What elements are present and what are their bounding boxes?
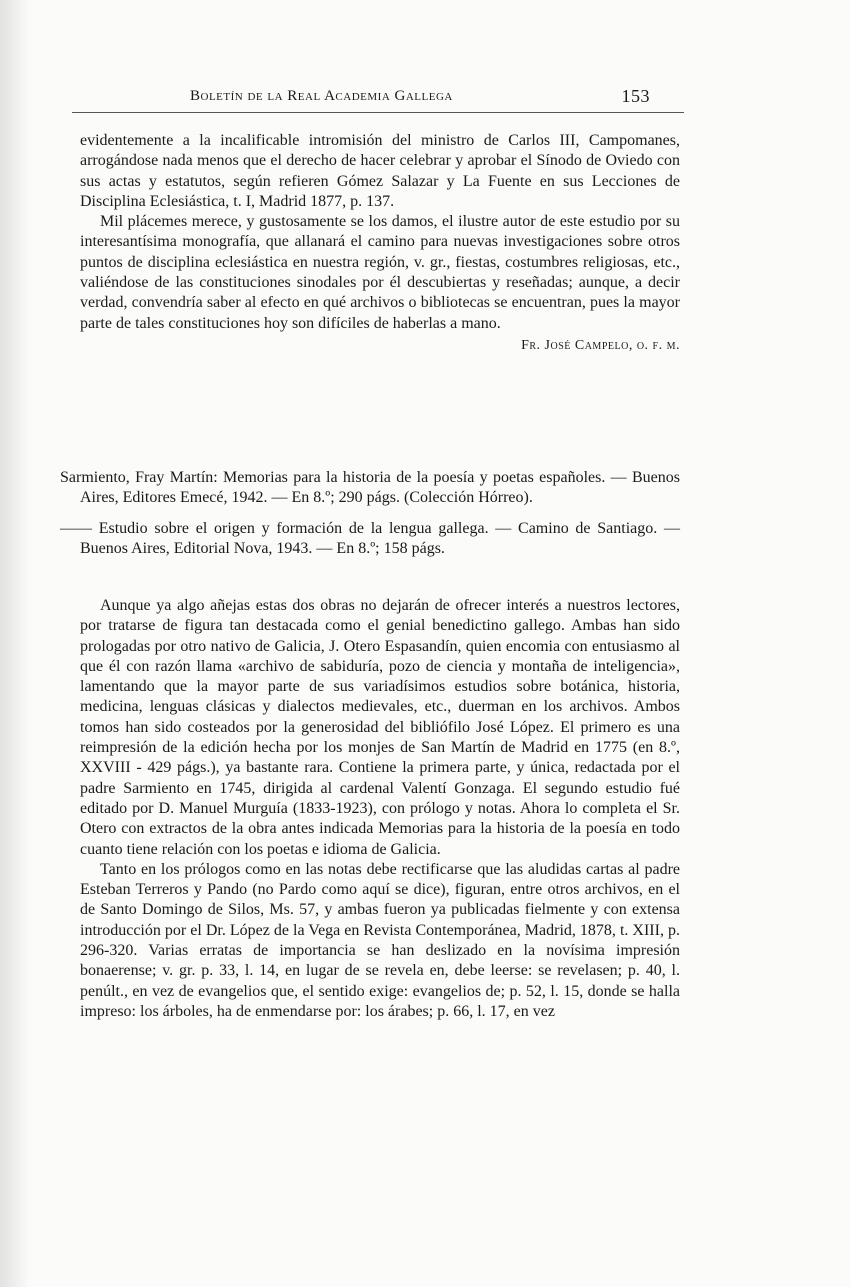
review-paragraph-2: Tanto en los prólogos como en las notas debe rectificarse que las aludidas cartas al padre Esteban Terreros y Pando (no Pardo como aquí se dice), figuran, entre otros archivos, en el de Santo Domingo de Silos, Ms. 57, y ambas fueron ya publicadas fielmente y con extensa introducción por el Dr. López de la Vega en Revista Contemporánea, Madrid, 1878, t. XIII, p. 296-320. Varias erratas de importancia se han deslizado en la novísima impresión bonaerense; v. gr. p. 33, l. 14, en lugar de se revela en, debe leerse: se revelasen; p. 40, l. penúlt., en vez de evangelios que, el sentido exige: evangelios de; p. 52, l. 15, donde se halla impreso: los árboles, ha de enmendarse por: los árabes; p. 66, l. 17, en vez — [80, 860, 680, 1020]
bibliography-entry-2: —— Estudio sobre el origen y formación de la lengua gallega. — Camino de Santiago. — Buenos Aires, Editorial Nova, 1943. — En 8.º; 158 págs. — [60, 519, 680, 557]
previous-review — [80, 131, 680, 356]
previous-review-paragraph-1: evidentemente a la incalificable intromisión del ministro de Carlos III, Campomanes, arrogándose nada menos que el derecho de hacer celebrar y aprobar el Sínodo de Oviedo con sus actas y estatutos, según refieren Gómez Salazar y La Fuente en sus Lecciones de Disciplina Eclesiástica, t. I, Madrid 1877, p. 137. — [80, 132, 680, 210]
review-body — [80, 596, 680, 1022]
review-paragraph-1: Aunque ya algo añejas estas dos obras no dejarán de ofrecer interés a nuestros lectores, por tratarse de figura tan destacada como el genial benedictino gallego. Ambas han sido prologadas por otro nativo de Galicia, J. Otero Espasandín, quien encomia con entusiasmo al que él con razón llama «archivo de sabiduría, pozo de ciencia y montaña de inteligencia», lamentando que la mayor parte de sus variadísimos estudios sobre botánica, historia, medicina, lenguas clásicas y dialectos medievales, etc., duerman en los archivos. Ambos tomos han sido costeados por la generosidad del bibliófilo José López. El primero es una reimpresión de la edición hecha por los monjes de San Martín de Madrid en 1775 (en 8.º, XXVIII - 429 págs.), ya bastante rara. Contiene la primera parte, y única, redactada por el padre Sarmiento en 1745, dirigida al cardenal Valentí Gonzaga. El segundo estudio fué editado por D. Manuel Murguía (1833-1923), con prólogo y notas. Ahora lo completa el Sr. Otero con extractos de la obra antes indicada Memorias para la historia de la poesía en todo cuanto tiene relación con los poetas e idioma de Galicia. — [80, 597, 680, 858]
bibliography — [60, 468, 680, 559]
header-rule — [72, 112, 684, 113]
page-edge-shadow — [0, 0, 30, 1287]
journal-title: Boletín de la Real Academia Gallega — [190, 88, 453, 104]
running-header — [190, 88, 650, 114]
previous-review-paragraph-2: Mil plácemes merece, y gustosamente se los damos, el ilustre autor de este estudio por su interesantísima monografía, que allanará el camino para nuevas investigaciones sobre otros puntos de disciplina eclesiástica en nuestra región, v. gr., fiestas, costumbres religiosas, etc., valiéndose de las constituciones sinodales por él descubiertas y reseñadas; aunque, a decir verdad, convendría saber al efecto en qué archivos o bibliotecas se encuentran, pues la mayor parte de tales constituciones hoy son difíciles de haberlas a mano. — [80, 213, 680, 332]
bibliography-entry-1: Sarmiento, Fray Martín: Memorias para la historia de la poesía y poetas españoles. — Buenos Aires, Editores Emecé, 1942. — En 8.º; 290 págs. (Colección Hórreo). — [60, 469, 680, 507]
page-number: 153 — [621, 86, 650, 106]
reviewer-signature: Fr. José Campelo, o. f. m. — [521, 337, 680, 353]
